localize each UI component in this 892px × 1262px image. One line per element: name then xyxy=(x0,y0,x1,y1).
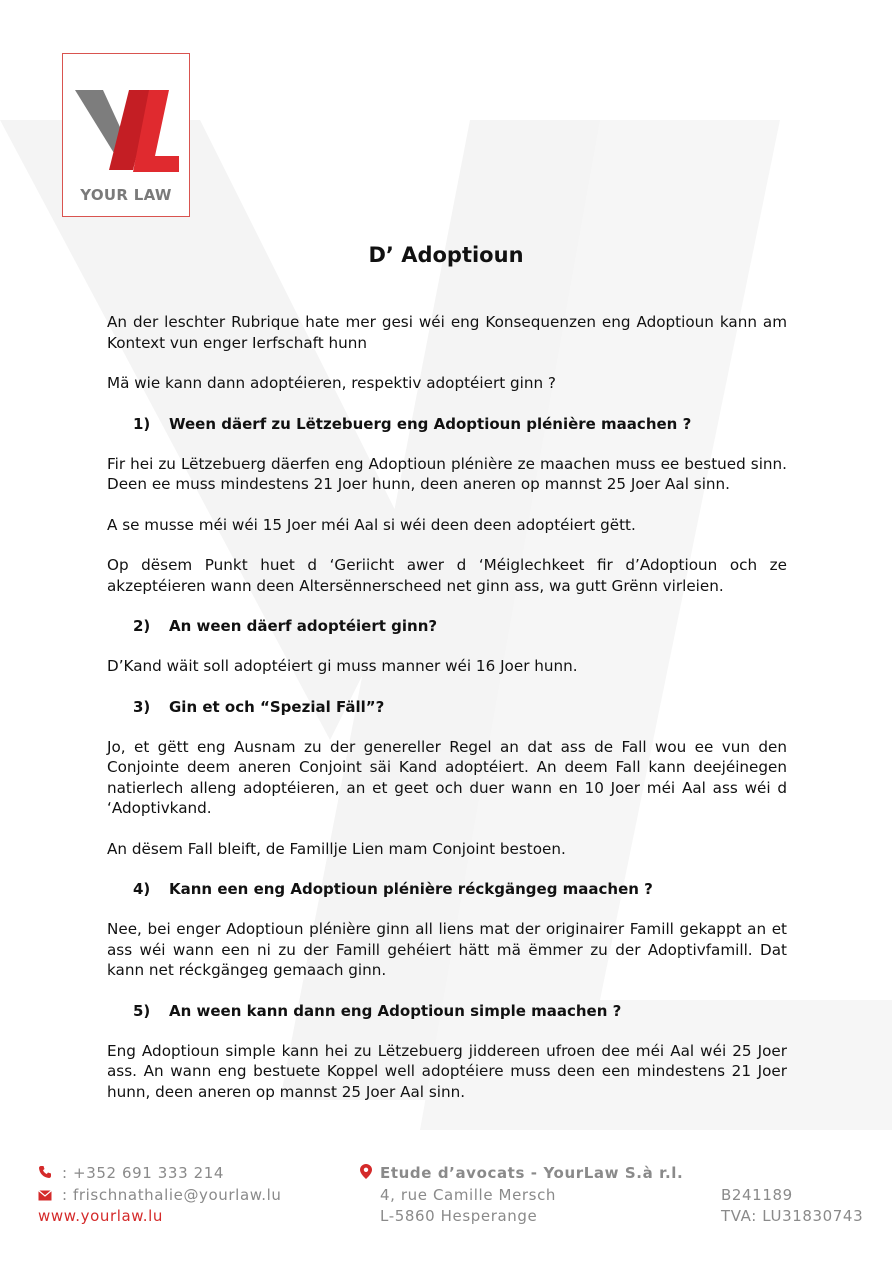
section-heading-2 xyxy=(107,616,787,636)
section-number: 1) xyxy=(133,414,151,433)
intro-paragraph: An der leschter Rubrique hate mer gesi wéi eng Konsequenzen eng Adoptioun kann am Kontext vun enger Ierfschaft hunn xyxy=(107,313,787,352)
address-city: L-5860 Hesperange xyxy=(380,1207,538,1225)
footer-firm xyxy=(360,1164,683,1183)
website-link[interactable]: www.yourlaw.lu xyxy=(38,1207,164,1225)
footer-email xyxy=(38,1186,281,1205)
section-heading-4 xyxy=(107,879,787,899)
section-number: 5) xyxy=(133,1001,151,1020)
paragraph: Fir hei zu Lëtzebuerg däerfen eng Adoptioun plénière ze maachen muss ee bestued sinn. Deen ee muss mindestens 21 Joer hunn, deen aneren op mannst 25 Joer Aal sinn. xyxy=(107,454,787,493)
section-heading-text: An ween däerf adoptéiert ginn? xyxy=(169,617,438,635)
footer-phone xyxy=(38,1164,224,1183)
phone-link[interactable]: : +352 691 333 214 xyxy=(62,1164,225,1182)
section-heading-text: Ween däerf zu Lëtzebuerg eng Adoptioun plénière maachen ? xyxy=(169,414,692,433)
firm-name: Etude d’avocats - YourLaw S.à r.l. xyxy=(380,1164,684,1182)
section-heading-text: Gin et och “Spezial Fäll”? xyxy=(169,697,385,716)
paragraph: Eng Adoptioun simple kann hei zu Lëtzebuerg jiddereen ufroen dee méi Aal wéi 25 Joer ass. An wann eng bestuete Koppel well adoptéiere muss deen een mindestens 21 Joer hunn, deen aneren op mannst 25 Joer Aal sinn. xyxy=(107,1041,787,1101)
mail-icon xyxy=(38,1187,54,1205)
company-register: B241189 xyxy=(721,1186,793,1204)
section-number: 2) xyxy=(133,617,151,635)
phone-icon xyxy=(38,1165,54,1183)
page-title: D’ Adoptioun xyxy=(368,243,524,267)
intro-question: Mä wie kann dann adoptéieren, respektiv adoptéiert ginn ? xyxy=(107,374,556,392)
document-body xyxy=(107,312,787,1122)
paragraph: A se musse méi wéi 15 Joer méi Aal si wéi deen deen adoptéiert gëtt. xyxy=(107,515,636,534)
paragraph: D’Kand wäit soll adoptéiert gi muss manner wéi 16 Joer hunn. xyxy=(107,657,578,675)
logo-wordmark: YOUR LAW xyxy=(80,186,172,204)
section-heading-text: An ween kann dann eng Adoptioun simple maachen ? xyxy=(169,1001,622,1020)
paragraph: An dësem Fall bleift, de Famillje Lien mam Conjoint bestoen. xyxy=(107,839,566,858)
page-footer xyxy=(0,1162,892,1232)
section-heading-1 xyxy=(107,414,787,434)
section-heading-5 xyxy=(107,1001,787,1021)
vat-number: TVA: LU31830743 xyxy=(721,1207,864,1225)
address-street: 4, rue Camille Mersch xyxy=(380,1186,557,1204)
paragraph: Jo, et gëtt eng Ausnam zu der genereller Regel an dat ass de Fall wou ee vun den Conjointe deem aneren Conjoint säi Kand adoptéiert. An deem Fall kann deejéinegen natierlech alleng adoptéieren, an et geet och duer wann en 10 Joer méi Aal ass wéi d ‘Adoptivkand. xyxy=(107,737,787,817)
location-pin-icon xyxy=(360,1164,372,1183)
paragraph: Op dësem Punkt huet d ‘Geriicht awer d ‘Méiglechkeet fir d’Adoptioun och ze akzeptéieren wann deen Altersënnerscheed net ginn ass, wa gutt Grënn virleien. xyxy=(107,556,787,595)
email-link[interactable]: : frischnathalie@yourlaw.lu xyxy=(62,1186,282,1204)
section-number: 4) xyxy=(133,880,151,898)
section-number: 3) xyxy=(133,697,151,716)
section-heading-3 xyxy=(107,697,787,717)
paragraph: Nee, bei enger Adoptioun plénière ginn all liens mat der originairer Famill gekappt an et ass wéi wann een ni zu der Famill gehéiert hätt mä ëmmer zu der Adoptivfamill. Dat kann net réckgängeg gemaach ginn. xyxy=(107,920,787,979)
section-heading-text: Kann een eng Adoptioun plénière réckgängeg maachen ? xyxy=(169,880,653,898)
yourlaw-logo xyxy=(62,53,190,217)
